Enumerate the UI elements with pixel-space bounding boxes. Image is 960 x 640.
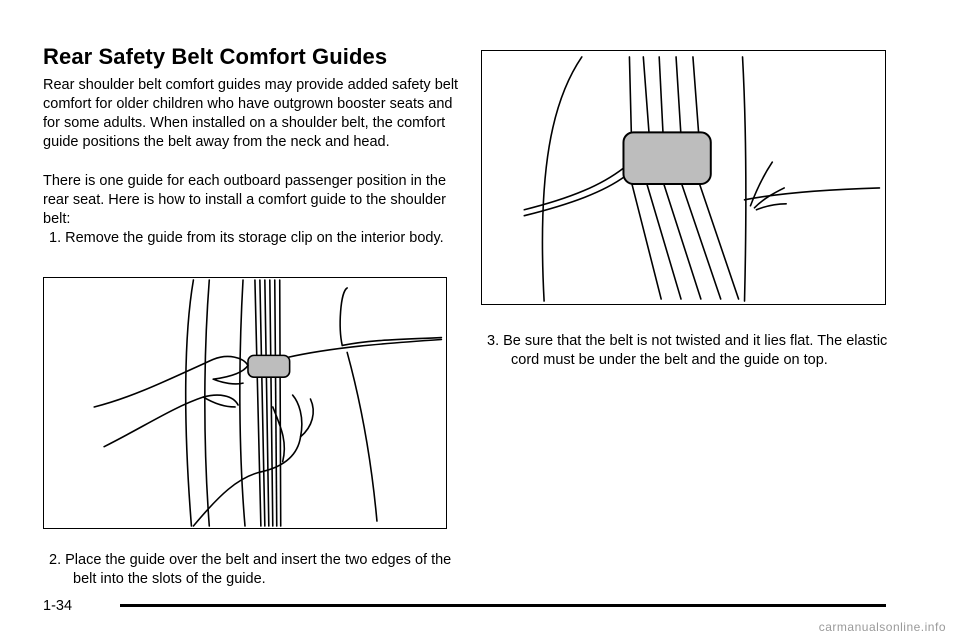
step-2: 2. Place the guide over the belt and insert the two edges of the belt into the slots of the guide. xyxy=(49,552,452,587)
watermark: carmanualsonline.info xyxy=(818,620,946,634)
hands-belt-illustration xyxy=(44,278,446,528)
belt-guide-illustration xyxy=(482,51,885,304)
page-title: Rear Safety Belt Comfort Guides xyxy=(43,44,388,69)
step-1: 1. Remove the guide from its storage clip on the interior body. xyxy=(49,230,444,246)
footer-rule xyxy=(120,604,886,607)
page-number: 1-34 xyxy=(43,598,73,614)
figure-install-guide xyxy=(43,277,447,529)
intro-paragraph: Rear shoulder belt comfort guides may provide added safety belt comfort for older children who have outgrown booster seats and for some adults. When installed on a shoulder belt, the comfort guide positions the belt away from the neck and head. xyxy=(43,77,459,150)
figure-guide-on-belt xyxy=(481,50,886,305)
instructions-paragraph: There is one guide for each outboard passenger position in the rear seat. Here is how to install a comfort guide to the shoulder belt: xyxy=(43,173,447,227)
step-3: 3. Be sure that the belt is not twisted and it lies flat. The elastic cord must be under the belt and the guide on top. xyxy=(487,333,888,368)
